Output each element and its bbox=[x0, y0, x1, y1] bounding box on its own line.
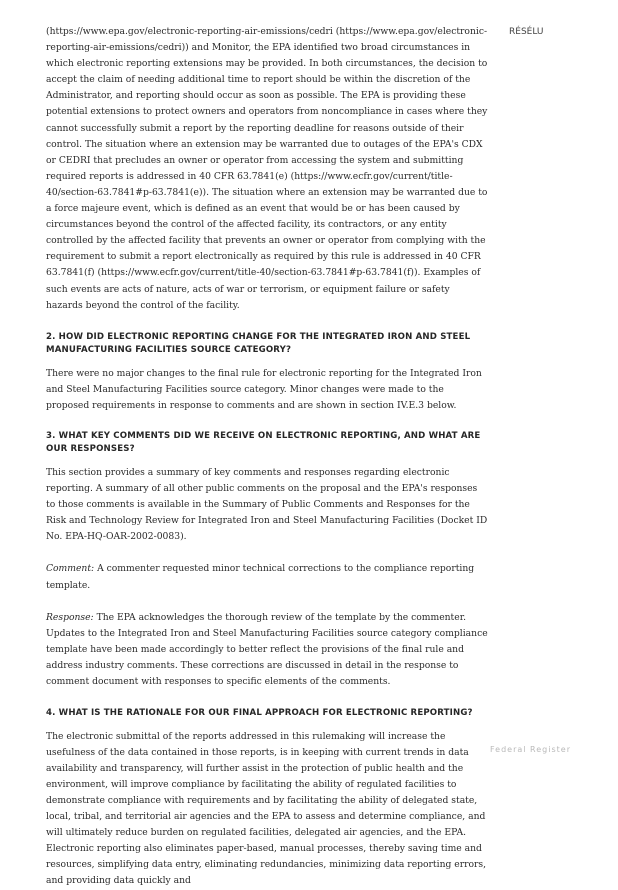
section-3-body: This section provides a summary of key comments and responses regarding electronic reporting. A summary of all other public comments on the proposal and the EPA's responses to those comments is available in the Summary of Public Comments and Responses for the Risk and Technology Review for Integrated Iron and Steel Manufacturing Facilities (Docket ID No. EPA-HQ-OAR-2002-0083). bbox=[46, 466, 488, 543]
page-watermark: Federal Register bbox=[490, 745, 571, 754]
comment-label: Comment: bbox=[46, 563, 95, 575]
section-4-heading: 4. WHAT IS THE RATIONALE FOR OUR FINAL APPROACH FOR ELECTRONIC REPORTING? bbox=[46, 708, 473, 719]
response-text: The EPA acknowledges the thorough review of the template by the commenter. Updates to the Integrated Iron and Steel Manufacturing Facilities source category compliance template have been made accordingly to better reflect the provisions of the final rule and address industry comments. These corrections are discussed in detail in the response to comment document with responses to specific elements of the comments. bbox=[46, 611, 488, 687]
section-2-body: There were no major changes to the final rule for electronic reporting for the Integrated Iron and Steel Manufacturing Facilities source category. Minor changes were made to the proposed requirements in response to comments and are shown in section IV.E.3 below. bbox=[46, 367, 482, 411]
comment-paragraph bbox=[46, 561, 488, 593]
intro-paragraph: (https://www.epa.gov/electronic-reporting-air-emissions/cedri (https://www.epa.gov/electronic-reporting-air-emissions/cedri)) and Monitor, the EPA identified two broad circumstances in which electronic reporting extensions may be provided. In both circumstances, the decision to accept the claim of needing additional time to report should be within the discretion of the Administrator, and reporting should occur as soon as possible. The EPA is providing these potential extensions to protect owners and operators from noncompliance in cases where they cannot successfully submit a report by the reporting deadline for reasons outside of their control. The situation where an extension may be warranted due to outages of the EPA's CDX or CEDRI that precludes an owner or operator from accessing the system and submitting required reports is addressed in 40 CFR 63.7841(e) (https://www.ecfr.gov/current/title-40/section-63.7841#p-63.7841(e)). The situation where an extension may be warranted due to a force majeure event, which is defined as an event that would be or has been caused by circumstances beyond the control of the affected facility, its contractors, or any entity controlled by the affected facility that prevents an owner or operator from complying with the requirement to submit a report electronically as required by this rule is addressed in 40 CFR 63.7841(f) (https://www.ecfr.gov/current/title-40/section-63.7841#p-63.7841(f)). Examples of such events are acts of nature, acts of war or terrorism, or equipment failure or safety hazards beyond the control of the facility. bbox=[46, 26, 488, 311]
response-paragraph bbox=[46, 610, 488, 690]
comment-text: A commenter requested minor technical corrections to the compliance reporting template. bbox=[46, 563, 475, 591]
return-to-top-link[interactable]: RÉSÉLU bbox=[509, 27, 544, 37]
document-body bbox=[46, 24, 488, 890]
section-2-heading: 2. HOW DID ELECTRONIC REPORTING CHANGE FOR THE INTEGRATED IRON AND STEEL MANUFACTURING FACILITIES SOURCE CATEGORY? bbox=[46, 331, 471, 356]
section-4-body: The electronic submittal of the reports addressed in this rulemaking will increase the usefulness of the data contained in those reports, is in keeping with current trends in data availability and transparency, will further assist in the protection of public health and the environment, will improve compliance by facilitating the ability of regulated facilities to demonstrate compliance with requirements and by facilitating the ability of delegated state, local, tribal, and territorial air agencies and the EPA to assess and determine compliance, and will ultimately reduce burden on regulated facilities, delegated air agencies, and the EPA. Electronic reporting also eliminates paper-based, manual processes, thereby saving time and resources, simplifying data entry, eliminating redundancies, minimizing data reporting errors, and providing data quickly and bbox=[46, 730, 487, 887]
section-3-heading: 3. WHAT KEY COMMENTS DID WE RECEIVE ON ELECTRONIC REPORTING, AND WHAT ARE OUR RESPONSES? bbox=[46, 430, 481, 455]
response-label: Response: bbox=[46, 611, 94, 623]
